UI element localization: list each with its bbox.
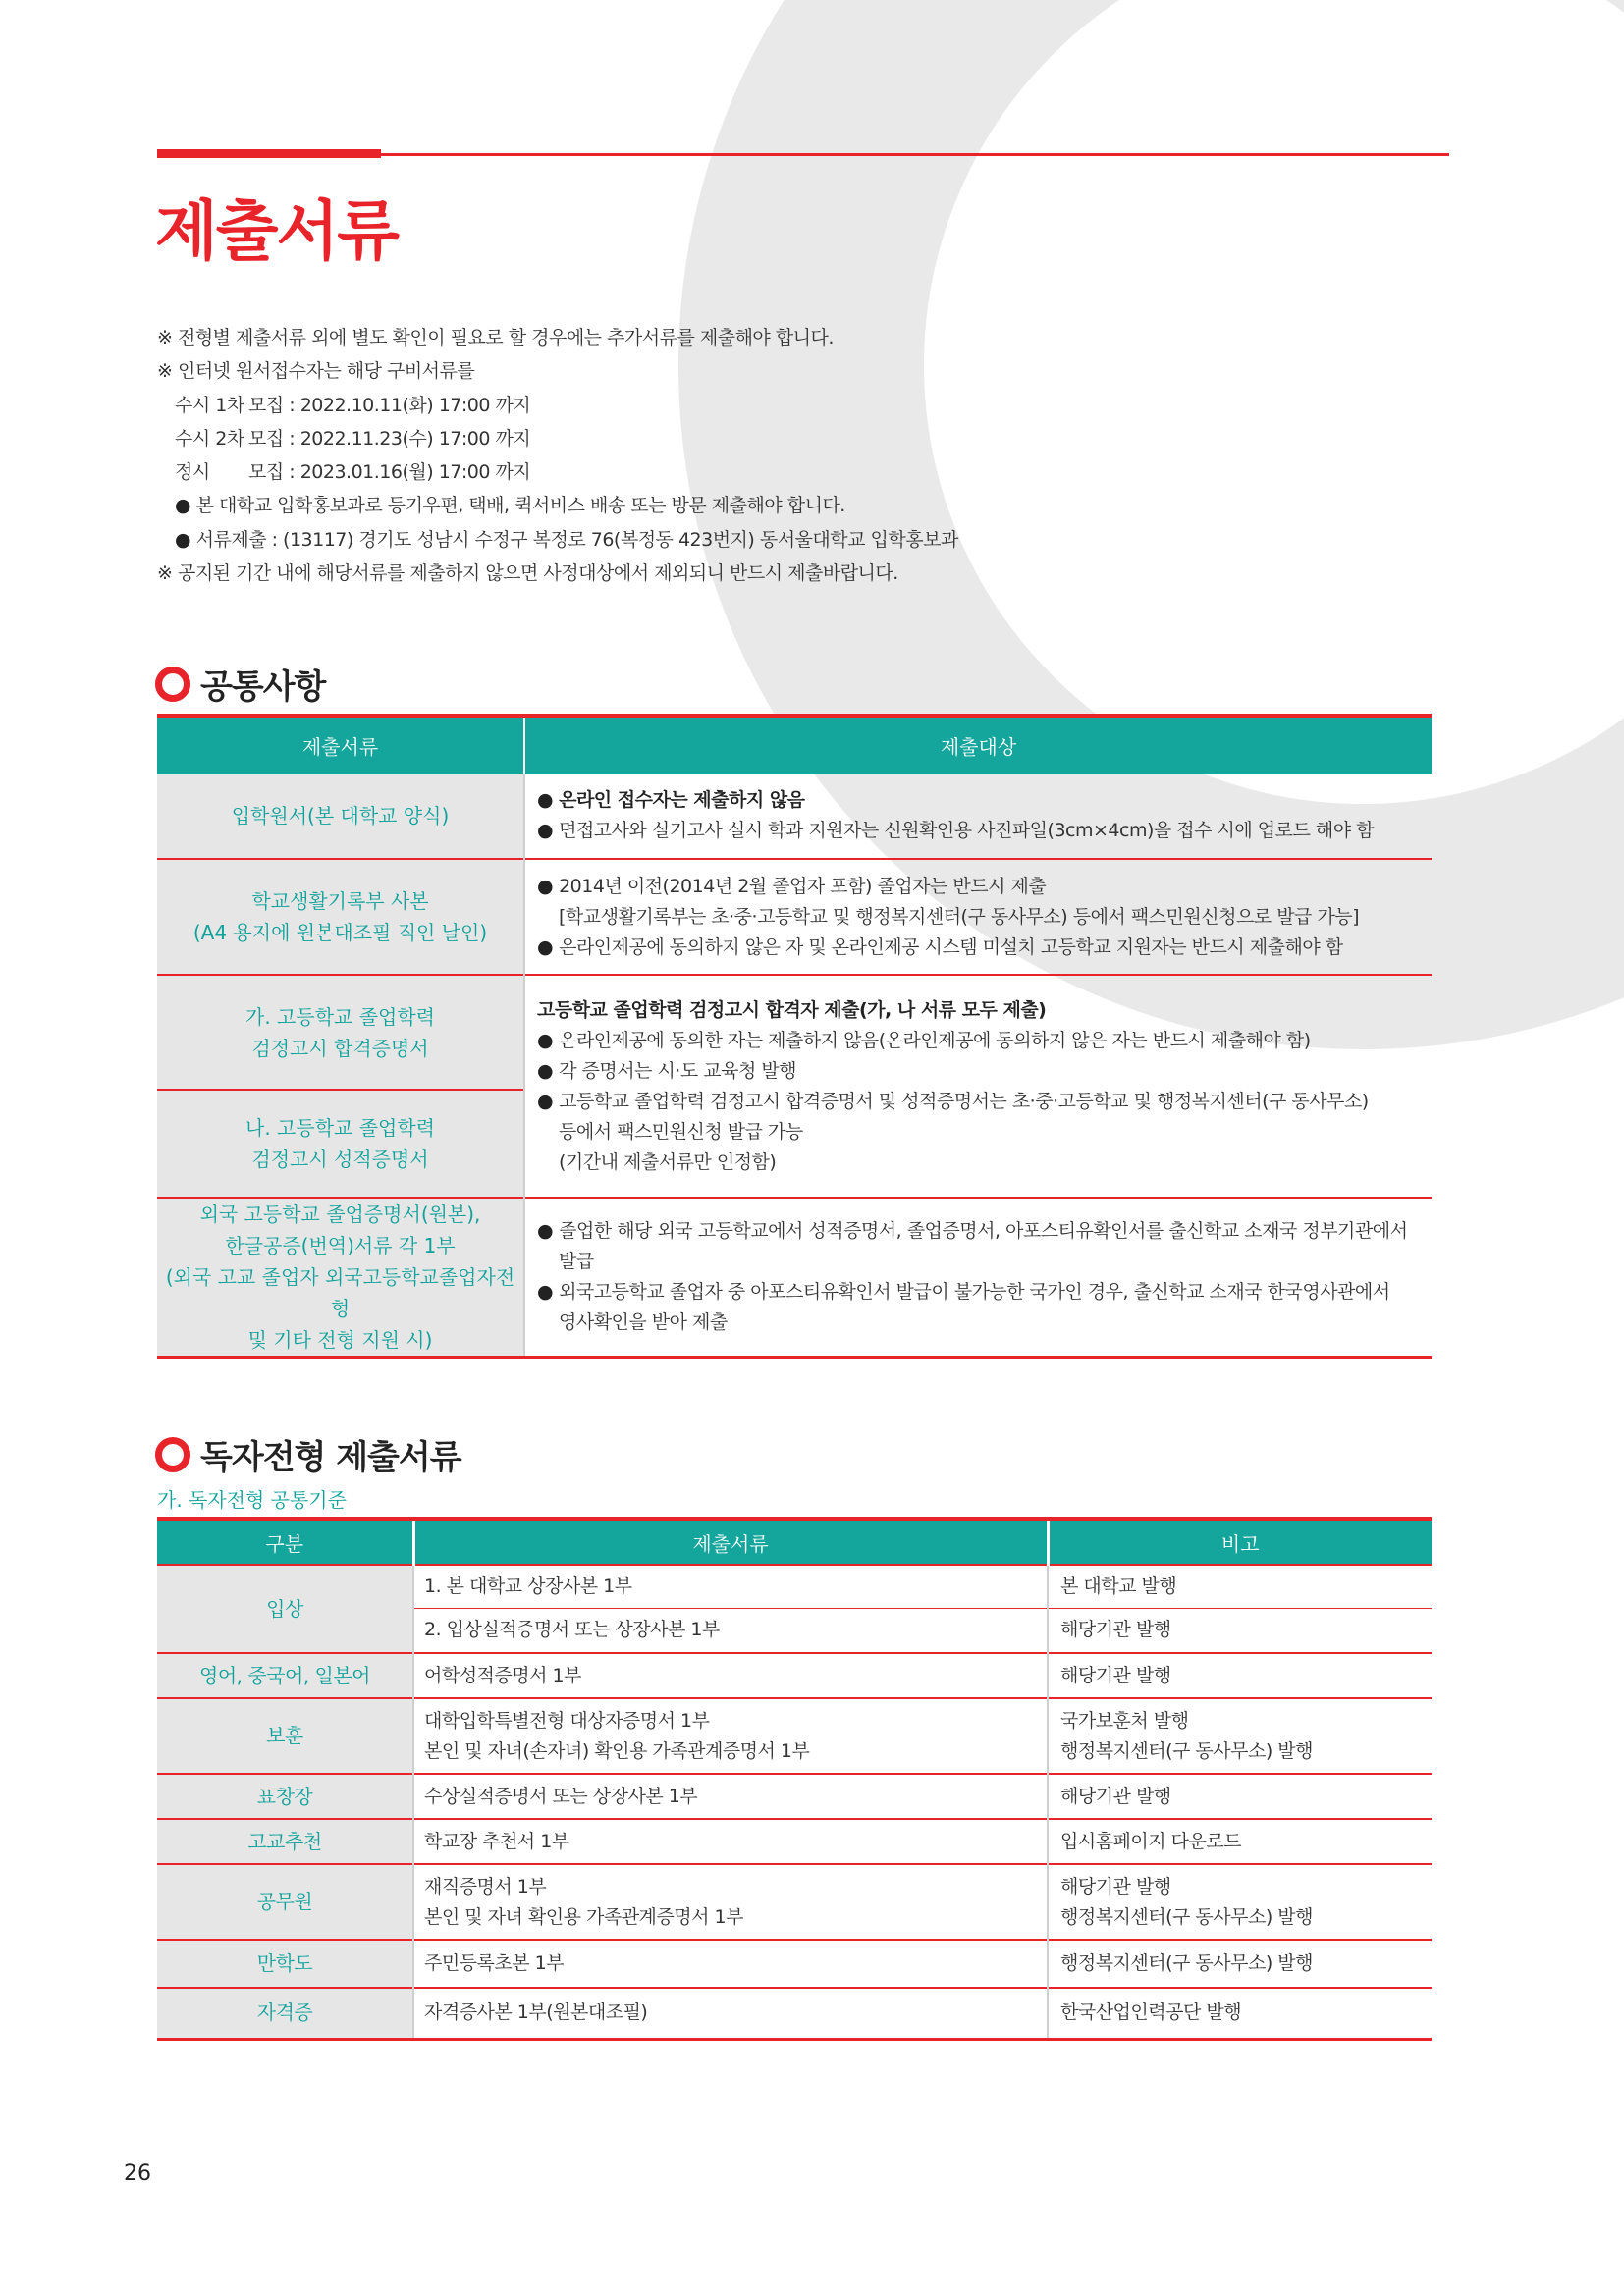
table-header: 제출서류	[157, 716, 524, 774]
note-cell: 해당기관 발행 행정복지센터(구 동사무소) 발행	[1048, 1864, 1432, 1940]
note-bullet: ● 본 대학교 입학홍보과로 등기우편, 택배, 퀵서비스 배송 또는 방문 제출해야 합니다.	[175, 495, 845, 517]
table-row	[157, 1198, 1432, 1358]
doc-cell: 수상실적증명서 또는 상장사본 1부	[413, 1774, 1048, 1819]
note-line: ※ 인터넷 원서접수자는 해당 구비서류를	[157, 360, 475, 383]
target-cell: ● 졸업한 해당 외국 고등학교에서 성적증명서, 졸업증명서, 아포스티유확인서를 출신학교 소재국 정부기관에서 발급 ● 외국고등학교 졸업자 중 아포스티유확인서 발급이 불가능한 국가인 경우, 출신학교 소재국 한국영사관에서 영사확인을 받아 제출	[524, 1198, 1432, 1358]
doc-cell: 재직증명서 1부 본인 및 자녀 확인용 가족관계증명서 1부	[413, 1864, 1048, 1940]
note-cell: 해당기관 발행	[1048, 1608, 1432, 1653]
category-cell: 공무원	[157, 1864, 413, 1940]
note-cell: 해당기관 발행	[1048, 1653, 1432, 1698]
subsection-title: 가. 독자전형 공통기준	[157, 1488, 347, 1512]
category-cell: 영어, 중국어, 일본어	[157, 1653, 413, 1698]
doc-cell: 어학성적증명서 1부	[413, 1653, 1048, 1698]
note-cell: 본 대학교 발행	[1048, 1565, 1432, 1608]
table-row	[157, 1653, 1432, 1698]
doc-cell: 학교생활기록부 사본 (A4 용지에 원본대조필 직인 날인)	[157, 859, 524, 975]
note-line: ※ 전형별 제출서류 외에 별도 확인이 필요로 할 경우에는 추가서류를 제출해야 합니다.	[157, 327, 834, 348]
note-cell: 한국산업인력공단 발행	[1048, 1988, 1432, 2039]
schedule-line: 정시 모집 : 2023.01.16(월) 17:00 까지	[175, 461, 531, 484]
note-bullet: ● 서류제출 : (13117) 경기도 성남시 수정구 복정로 76(복정동 423번지) 동서울대학교 입학홍보과	[175, 528, 958, 551]
doc-cell: 입학원서(본 대학교 양식)	[157, 774, 524, 859]
doc-cell: 자격증사본 1부(원본대조필)	[413, 1988, 1048, 2039]
table-row	[157, 1774, 1432, 1819]
table-row	[157, 1698, 1432, 1774]
notes-block	[157, 321, 958, 590]
note-line: ※ 공지된 기간 내에 해당서류를 제출하지 않으면 사정대상에서 제외되니 반드시 제출바랍니다.	[157, 562, 898, 585]
table-header: 비고	[1048, 1519, 1432, 1565]
page-number: 26	[124, 2162, 151, 2186]
note-cell: 해당기관 발행	[1048, 1774, 1432, 1819]
doc-cell: 학교장 추천서 1부	[413, 1819, 1048, 1864]
section-title: 독자전형 제출서류	[200, 1438, 461, 1477]
table-header: 구분	[157, 1519, 413, 1565]
header-rule-accent	[157, 149, 381, 158]
ring-bullet-icon	[155, 667, 190, 702]
table-header: 제출서류	[413, 1519, 1048, 1565]
note-cell: 행정복지센터(구 동사무소) 발행	[1048, 1940, 1432, 1988]
target-cell: ● 온라인 접수자는 제출하지 않음 ● 면접고사와 실기고사 실시 학과 지원자는 신원확인용 사진파일(3cm×4cm)을 접수 시에 업로드 해야 함	[524, 774, 1432, 859]
category-cell: 만학도	[157, 1940, 413, 1988]
doc-cell: 외국 고등학교 졸업증명서(원본), 한글공증(번역)서류 각 1부 (외국 고교 졸업자 외국고등학교졸업자전형 및 기타 전형 지원 시)	[157, 1198, 524, 1358]
category-cell: 고교추천	[157, 1819, 413, 1864]
table-row	[157, 975, 1432, 1090]
table-row	[157, 1940, 1432, 1988]
note-cell: 국가보훈처 발행 행정복지센터(구 동사무소) 발행	[1048, 1698, 1432, 1774]
category-cell: 자격증	[157, 1988, 413, 2039]
note-cell: 입시홈페이지 다운로드	[1048, 1819, 1432, 1864]
doc-cell: 가. 고등학교 졸업학력 검정고시 합격증명서	[157, 975, 524, 1090]
table-row	[157, 1819, 1432, 1864]
ring-bullet-icon	[155, 1437, 190, 1472]
section-title: 공통사항	[200, 667, 326, 707]
doc-cell: 대학입학특별전형 대상자증명서 1부 본인 및 자녀(손자녀) 확인용 가족관계증명서 1부	[413, 1698, 1048, 1774]
doc-cell: 2. 입상실적증명서 또는 상장사본 1부	[413, 1608, 1048, 1653]
independent-documents-table	[157, 1517, 1432, 2041]
section-header-independent	[155, 1430, 461, 1478]
doc-cell: 나. 고등학교 졸업학력 검정고시 성적증명서	[157, 1090, 524, 1198]
target-cell: ● 2014년 이전(2014년 2월 졸업자 포함) 졸업자는 반드시 제출 [학교생활기록부는 초·중·고등학교 및 행정복지센터(구 동사무소) 등에서 팩스민원신청으로 발급 가능] ● 온라인제공에 동의하지 않은 자 및 온라인제공 시스템 미설치 고등학교 지원자는 반드시 제출해야 함	[524, 859, 1432, 975]
schedule-line: 수시 2차 모집 : 2022.11.23(수) 17:00 까지	[175, 427, 531, 450]
table-row	[157, 1864, 1432, 1940]
table-row	[157, 859, 1432, 975]
page-title: 제출서류	[155, 193, 399, 269]
category-cell: 보훈	[157, 1698, 413, 1774]
table-header: 제출대상	[524, 716, 1432, 774]
doc-cell: 주민등록초본 1부	[413, 1940, 1048, 1988]
table-row	[157, 1988, 1432, 2039]
schedule-line: 수시 1차 모집 : 2022.10.11(화) 17:00 까지	[175, 394, 531, 416]
table-row	[157, 1565, 1432, 1608]
doc-cell: 1. 본 대학교 상장사본 1부	[413, 1565, 1048, 1608]
category-cell: 입상	[157, 1565, 413, 1653]
common-documents-table	[157, 714, 1432, 1359]
table-row	[157, 774, 1432, 859]
category-cell: 표창장	[157, 1774, 413, 1819]
section-header-common	[155, 660, 325, 708]
target-cell: 고등학교 졸업학력 검정고시 합격자 제출(가, 나 서류 모두 제출) ● 온라인제공에 동의한 자는 제출하지 않음(온라인제공에 동의하지 않은 자는 반드시 제출해야 함) ● 각 증명서는 시·도 교육청 발행 ● 고등학교 졸업학력 검정고시 합격증명서 및 성적증명서는 초·중·고등학교 및 행정복지센터(구 동사무소) 등에서 팩스민원신청 발급 가능 (기간내 제출서류만 인정함)	[524, 975, 1432, 1198]
